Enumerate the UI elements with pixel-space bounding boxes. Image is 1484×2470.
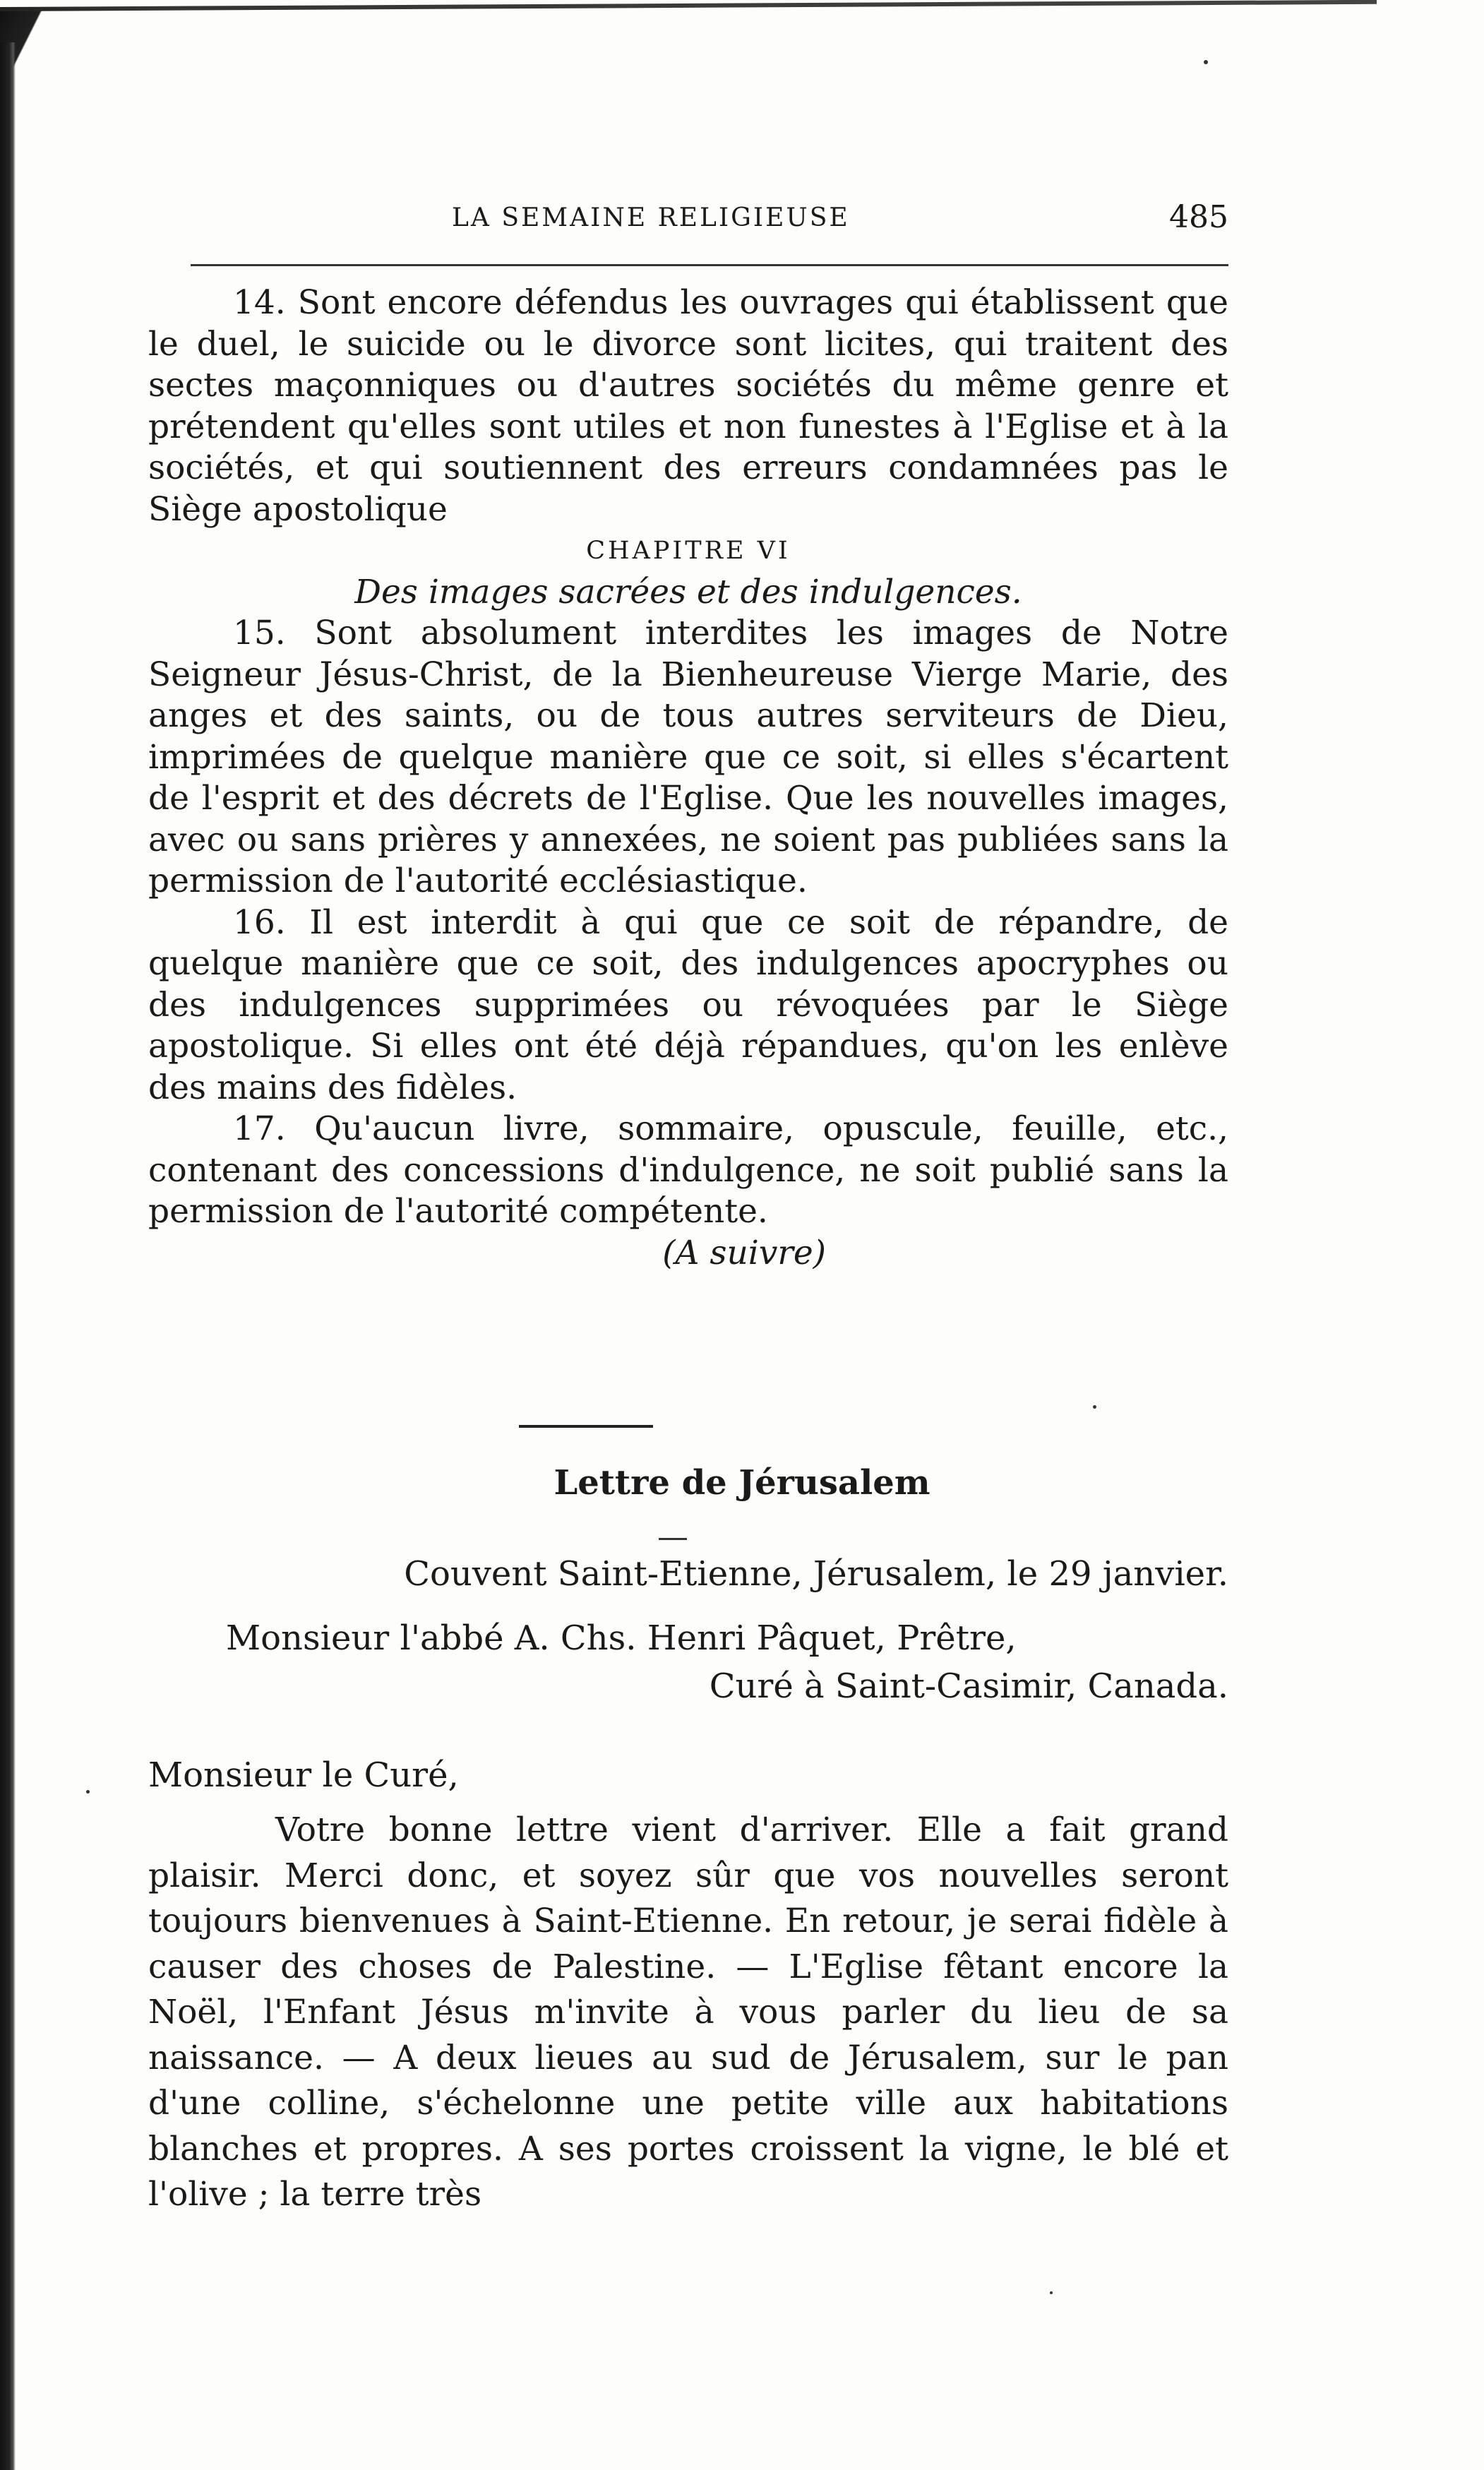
letter-addressee-line2: Curé à Saint-Casimir, Canada. (709, 1666, 1228, 1706)
letter-addressee-line1: Monsieur l'abbé A. Chs. Henri Pâquet, Prêtre, (226, 1618, 1017, 1658)
page-left-edge (0, 42, 16, 2470)
paragraph-15: 15. Sont absolument interdites les images de Notre Seigneur Jésus-Christ, de la Bienheureuse Vierge Marie, des anges et des saints, ou de tous autres serviteurs de Dieu, imprimées de quelque manière que ce soit, si elles s'écartent de l'esprit et des décrets de l'Eglise. Que les nouvelles images, avec ou sans prières y annexées, ne soient pas publiées sans la permission de l'autorité ecclésiastique. (148, 614, 1228, 900)
section-separator (519, 1425, 653, 1428)
scan-speck (86, 1790, 90, 1794)
paragraph-17: 17. Qu'aucun livre, sommaire, opuscule, feuille, etc., contenant des concessions d'indulgence, ne soit publié sans la permission de l'autorité compétente. (148, 1109, 1228, 1231)
letter-body-paragraph: Votre bonne lettre vient d'arriver. Elle a fait grand plaisir. Merci donc, et soyez sûr que vos nouvelles seront toujours bienvenues à Saint-Etienne. En retour, je serai fidèle à causer des choses de Palestine. — L'Eglise fêtant encore la Noël, l'Enfant Jésus m'invite à vous parler du lieu de sa naissance. — A deux lieues au sud de Jérusalem, sur le pan d'une colline, s'échelonne une petite ville aux habitations blanches et propres. A ses portes croissent la vigne, le blé et l'olive ; la terre très (148, 1810, 1228, 2214)
chapter-heading: CHAPITRE VI (586, 537, 791, 565)
article-continuation (148, 282, 1228, 1274)
running-title: LA SEMAINE RELIGIEUSE (452, 203, 850, 232)
paragraph-16: 16. Il est interdit à qui que ce soit de répandre, de quelque manière que ce soit, des indulgences apocryphes ou des indulgences supprimées ou révoquées par le Siège apostolique. Si elles ont été déjà répandues, qu'on les enlève des mains des fidèles. (148, 902, 1228, 1107)
scan-speck (1204, 60, 1208, 64)
page-number: 485 (1169, 199, 1228, 235)
scan-speck (1050, 2291, 1053, 2294)
letter-date-line: Couvent Saint-Etienne, Jérusalem, le 29 janvier. (404, 1554, 1228, 1594)
chapter-subtitle: Des images sacrées et des indulgences. (354, 572, 1022, 611)
to-be-continued: (A suivre) (662, 1233, 826, 1272)
header-rule (191, 264, 1228, 266)
letter-body (148, 1808, 1228, 2218)
running-head (191, 199, 1228, 246)
page-top-edge (0, 0, 1377, 11)
letter-salutation: Monsieur le Curé, (148, 1755, 459, 1795)
paragraph-14: 14. Sont encore défendus les ouvrages qui établissent que le duel, le suicide ou le divorce sont licites, qui traitent des sectes maçonniques ou d'autres sociétés du même genre et prétendent qu'elles sont utiles et non funestes à l'Eglise et à la sociétés, et qui soutiennent des erreurs condamnées pas le Siège apostolique (148, 283, 1228, 529)
letter-title: Lettre de Jérusalem (553, 1463, 931, 1503)
scan-speck (1093, 1405, 1096, 1409)
title-dash (659, 1538, 687, 1540)
